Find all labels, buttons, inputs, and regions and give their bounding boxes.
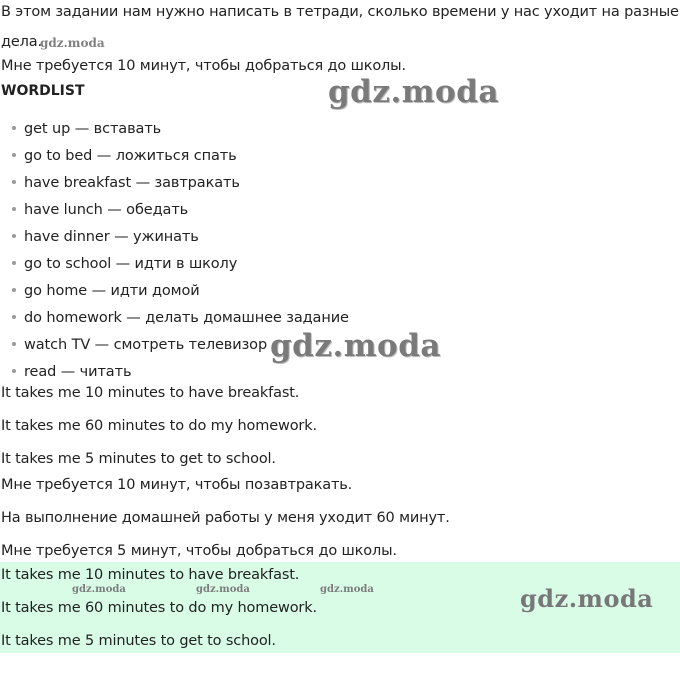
wordlist-item-text: read — читать xyxy=(24,364,132,380)
bullet-icon xyxy=(12,207,16,211)
bullet-icon xyxy=(12,126,16,130)
wordlist-item-text: have lunch — обедать xyxy=(24,202,189,218)
bullet-icon xyxy=(12,153,16,157)
bullet-icon xyxy=(12,180,16,184)
intro-text-line-1: В этом задании нам нужно написать в тетради, сколько времени у нас уходит на разные xyxy=(1,4,679,20)
watermark-logo: gdz.moda xyxy=(72,584,126,595)
sentence-en: It takes me 10 minutes to have breakfast. xyxy=(1,385,300,401)
watermark-logo: gdz.moda xyxy=(320,584,374,595)
watermark-logo: gdz.moda xyxy=(520,584,654,613)
sentence-en: It takes me 60 minutes to do my homework. xyxy=(1,418,317,434)
answer-sentence: It takes me 60 minutes to do my homework. xyxy=(1,600,317,616)
watermark-logo: gdz.moda xyxy=(40,36,105,50)
wordlist-item xyxy=(12,174,240,192)
wordlist-item xyxy=(12,201,188,219)
answer-sentence: It takes me 10 minutes to have breakfast. xyxy=(1,567,300,583)
wordlist-item xyxy=(12,120,161,138)
bullet-icon xyxy=(12,288,16,292)
wordlist-item-text: go home — идти домой xyxy=(24,283,200,299)
bullet-icon xyxy=(12,234,16,238)
wordlist-item-text: go to bed — ложиться спать xyxy=(24,148,237,164)
wordlist-heading: WORDLIST xyxy=(1,83,85,99)
sentence-ru: Мне требуется 10 минут, чтобы позавтракать. xyxy=(1,477,353,493)
bullet-icon xyxy=(12,261,16,265)
answer-sentence: It takes me 5 minutes to get to school. xyxy=(1,633,276,649)
wordlist-item-text: go to school — идти в школу xyxy=(24,256,238,272)
watermark-logo: gdz.moda xyxy=(270,328,441,364)
sentence-ru: Мне требуется 5 минут, чтобы добраться до школы. xyxy=(1,543,397,559)
wordlist-item-text: watch TV — смотреть телевизор xyxy=(24,337,268,353)
wordlist-item-text: get up — вставать xyxy=(24,121,162,137)
example-sentence-ru: Мне требуется 10 минут, чтобы добраться до школы. xyxy=(1,58,406,74)
bullet-icon xyxy=(12,315,16,319)
bullet-icon xyxy=(12,369,16,373)
wordlist-item xyxy=(12,363,131,381)
sentence-ru: На выполнение домашней работы у меня уходит 60 минут. xyxy=(1,510,450,526)
wordlist-item xyxy=(12,147,237,165)
wordlist-item-text: have dinner — ужинать xyxy=(24,229,199,245)
wordlist-item-text: have breakfast — завтракать xyxy=(24,175,240,191)
wordlist-item xyxy=(12,336,267,354)
watermark-logo: gdz.moda xyxy=(328,74,499,110)
intro-text-line-2: дела. xyxy=(1,34,42,50)
wordlist-item xyxy=(12,282,200,300)
wordlist-item xyxy=(12,228,199,246)
wordlist-item-text: do homework — делать домашнее задание xyxy=(24,310,349,326)
sentence-en: It takes me 5 minutes to get to school. xyxy=(1,451,276,467)
wordlist-item xyxy=(12,255,237,273)
wordlist-item xyxy=(12,309,349,327)
bullet-icon xyxy=(12,342,16,346)
watermark-logo: gdz.moda xyxy=(196,584,250,595)
